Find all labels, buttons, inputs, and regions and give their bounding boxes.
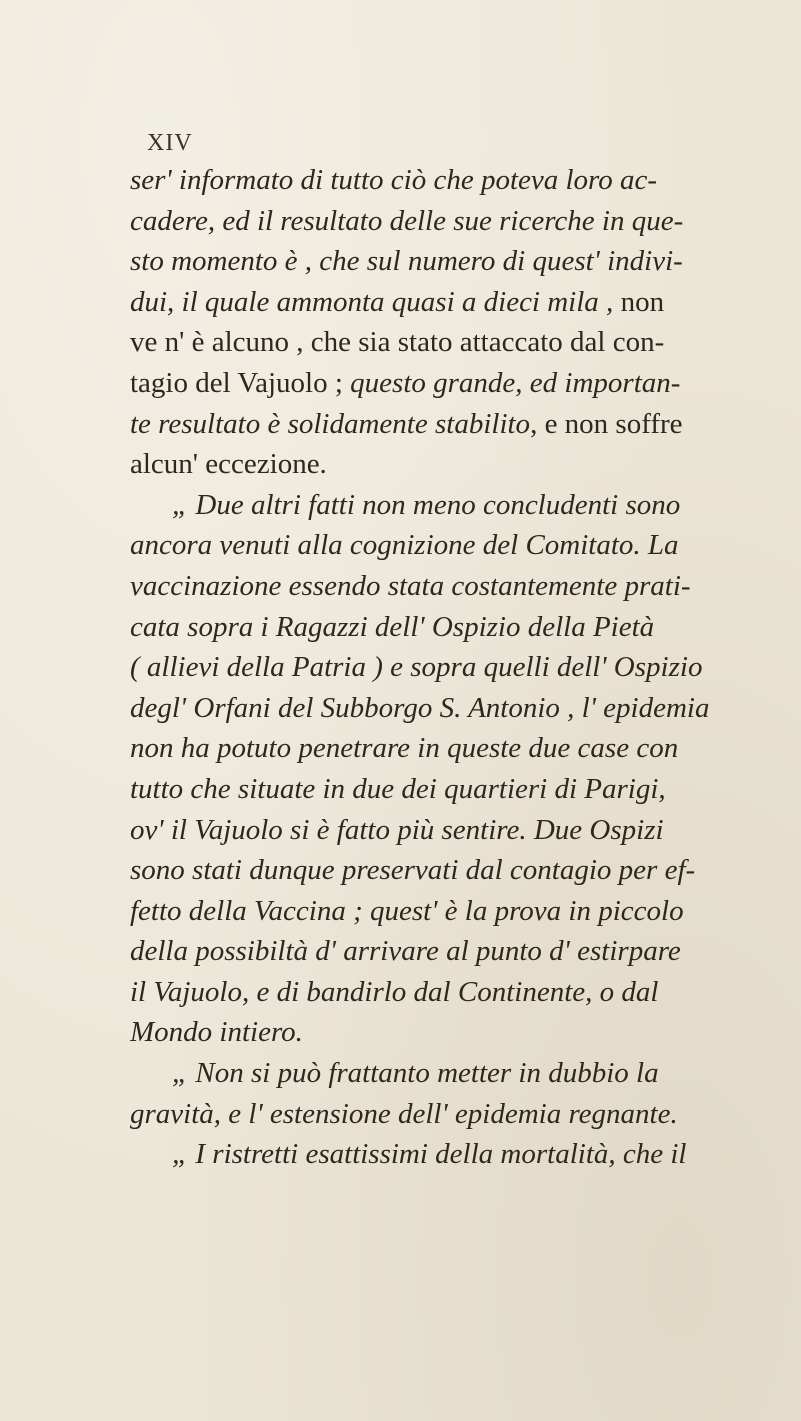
text-line xyxy=(130,607,762,648)
text-segment: sto momento è , che sul numero di quest' indivi- xyxy=(130,245,683,278)
text-segment: il Vajuolo, e di bandirlo dal Continente, o dal xyxy=(130,975,659,1008)
text-segment: della possibiltà d' arrivare al punto d' estirpare xyxy=(130,935,681,968)
text-line xyxy=(130,931,762,972)
text-segment: ser' informato di tutto ciò che poteva loro ac- xyxy=(130,164,658,196)
text-line xyxy=(130,688,762,729)
text-line xyxy=(130,810,762,851)
text-segment: sono stati dunque preservati dal contagio per ef- xyxy=(130,854,696,887)
text-segment: Mondo intiero. xyxy=(130,1016,303,1049)
text-line xyxy=(130,1134,762,1175)
text-segment: ancora venuti alla cognizione del Comitato. La xyxy=(130,529,679,562)
page-number: XIV xyxy=(147,130,193,156)
text-line xyxy=(130,322,762,363)
text-segment: , e non soffre xyxy=(530,407,683,440)
text-segment: cadere, ed il resultato delle sue ricerche in que- xyxy=(130,204,684,237)
text-segment: gravità, e l' estensione dell' epidemia regnante. xyxy=(130,1097,678,1130)
text-segment: ov' il Vajuolo si è fatto più sentire. Due Ospizi xyxy=(130,813,664,846)
text-line xyxy=(130,850,762,891)
text-line xyxy=(130,769,762,810)
text-segment: dui, il quale ammonta quasi a dieci mila , xyxy=(130,285,614,318)
text-segment: cata sopra i Ragazzi dell' Ospizio della Pietà xyxy=(130,610,655,643)
text-segment: ( allievi della Patria ) e sopra quelli dell' Ospizio xyxy=(130,651,703,684)
text-line xyxy=(130,1053,762,1094)
text-line xyxy=(130,160,762,201)
text-line xyxy=(130,485,762,526)
text-line xyxy=(130,566,762,607)
text-line xyxy=(130,728,762,769)
text-line xyxy=(130,647,762,688)
text-line xyxy=(130,241,762,282)
text-line xyxy=(130,1012,762,1053)
text-line xyxy=(130,282,762,323)
text-line xyxy=(130,363,762,404)
text-segment: ve n' è alcuno , che sia stato attaccato dal con- xyxy=(130,326,665,359)
text-segment: „ Due altri fatti non meno concludenti sono xyxy=(172,488,681,521)
text-segment: tagio del Vajuolo ; xyxy=(130,366,351,399)
text-line xyxy=(130,972,762,1013)
text-segment: tutto che situate in due dei quartieri di Parigi, xyxy=(130,772,666,805)
text-line xyxy=(130,404,762,445)
text-line xyxy=(130,891,762,932)
text-segment: questo grande, ed importan- xyxy=(350,366,681,399)
text-segment: non xyxy=(613,285,665,318)
text-segment: fetto della Vaccina ; quest' è la prova in piccolo xyxy=(130,894,684,927)
text-segment: non ha potuto penetrare in queste due case con xyxy=(130,732,679,765)
text-segment: te resultato è solidamente stabilito xyxy=(130,407,531,440)
text-segment: „ I ristretti esattissimi della mortalità, che il xyxy=(172,1138,687,1171)
text-line xyxy=(130,444,762,485)
text-segment: alcun' eccezione. xyxy=(130,448,327,481)
text-segment: degl' Orfani del Subborgo S. Antonio , l' epidemia xyxy=(130,691,710,724)
text-segment: vaccinazione essendo stata costantemente prati- xyxy=(130,569,691,602)
body-text xyxy=(130,160,762,1175)
text-line xyxy=(130,525,762,566)
text-line xyxy=(130,201,762,242)
text-segment: „ Non si può frattanto metter in dubbio la xyxy=(172,1057,659,1090)
text-line xyxy=(130,1094,762,1135)
